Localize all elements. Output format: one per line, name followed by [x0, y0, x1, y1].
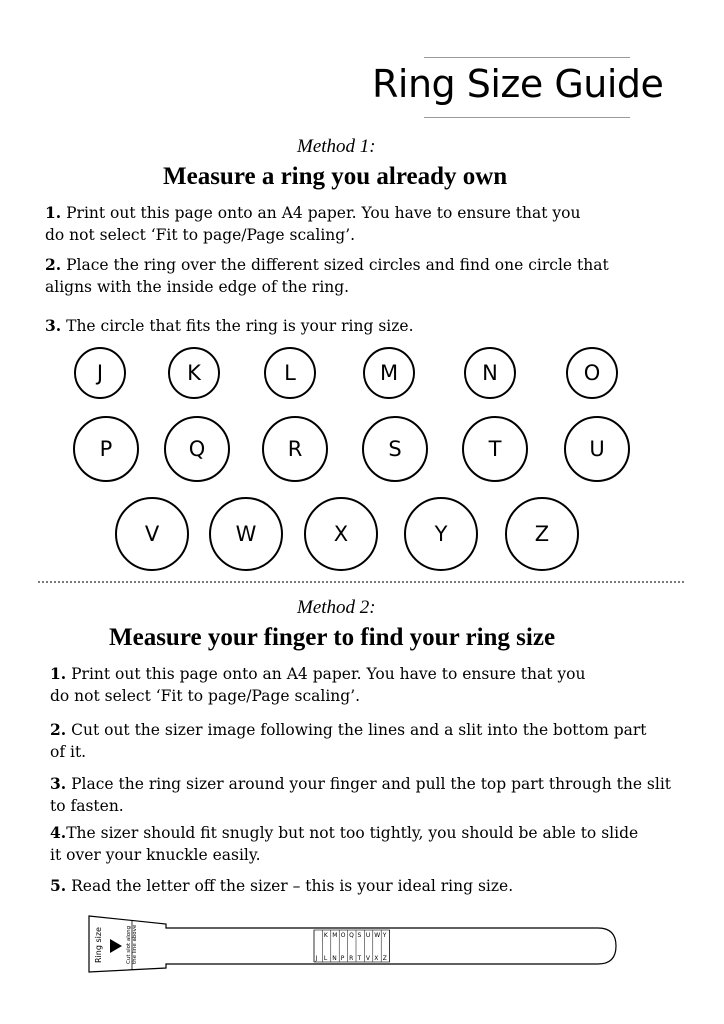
title-rule-bottom — [424, 117, 630, 118]
ring-circle: W — [209, 497, 283, 571]
ring-circle: Z — [505, 497, 579, 571]
sizer-bottom-letter: L — [323, 955, 328, 962]
sizer-bottom-letter: X — [374, 955, 379, 962]
cut-divider — [38, 581, 684, 583]
ring-circle: K — [168, 347, 220, 399]
sizer-outline — [89, 916, 616, 972]
step-text: The circle that fits the ring is your ring size. — [61, 317, 414, 335]
method1-step-3 — [45, 315, 645, 337]
sizer-top-letter: Y — [382, 932, 387, 939]
sizer-bottom-letter: R — [349, 955, 354, 962]
sizer-bottom-letter: V — [365, 955, 371, 962]
sizer-top-letter: K — [323, 932, 328, 939]
method2-heading: Measure your finger to find your ring size — [109, 624, 556, 651]
method2-label: Method 2: — [297, 597, 376, 618]
sizer-top-letter: M — [332, 932, 338, 939]
sizer-bottom-letter: T — [357, 955, 362, 962]
method1-heading: Measure a ring you already own — [163, 163, 508, 190]
sizer-top-letter: W — [374, 932, 381, 939]
ring-circle: S — [362, 416, 428, 482]
step-text: Place the ring sizer around your finger and pull the top part through the slit to fasten. — [50, 775, 672, 815]
sizer-bottom-letter: P — [340, 955, 345, 962]
ring-circle: N — [464, 347, 516, 399]
sizer-bottom-letter: J — [315, 955, 318, 962]
method2-step-2 — [50, 719, 650, 763]
step-text: Print out this page onto an A4 paper. You have to ensure that you do not select ‘Fit to page/Page scaling’. — [45, 204, 581, 244]
sizer-bottom-letter: Z — [382, 955, 387, 962]
ring-circle: P — [73, 416, 139, 482]
step-number: 2. — [45, 255, 62, 274]
step-number: 2. — [50, 720, 67, 739]
sizer-cut-note-2: the line above — [132, 924, 138, 964]
method1-label: Method 1: — [297, 136, 376, 157]
method2-step-3 — [50, 773, 680, 817]
ring-sizer-strip — [88, 912, 622, 974]
ring-circle: R — [262, 416, 328, 482]
step-text: The sizer should fit snugly but not too tightly, you should be able to slide it over your knuckle easily. — [50, 824, 639, 864]
sizer-top-letter: Q — [349, 932, 354, 939]
step-number: 1. — [50, 664, 67, 683]
ring-circle: O — [566, 347, 618, 399]
step-text: Place the ring over the different sized circles and find one circle that aligns with the inside edge of the ring. — [45, 256, 609, 296]
step-number: 1. — [45, 203, 62, 222]
page-title: Ring Size Guide — [372, 62, 664, 106]
sizer-label: Ring size — [94, 927, 103, 963]
title-rule-top — [424, 57, 630, 58]
step-number: 4. — [50, 823, 67, 842]
ring-circle: X — [304, 497, 378, 571]
step-number: 3. — [45, 316, 62, 335]
step-text: Print out this page onto an A4 paper. You have to ensure that you do not select ‘Fit to page/Page scaling’. — [50, 665, 586, 705]
ring-circle: T — [462, 416, 528, 482]
method1-step-1 — [45, 202, 585, 246]
ring-circle: Y — [404, 497, 478, 571]
step-number: 3. — [50, 774, 67, 793]
sizer-scale — [314, 930, 390, 962]
sizer-top-letter: U — [365, 932, 371, 939]
ring-circle: Q — [164, 416, 230, 482]
ring-circle: M — [363, 347, 415, 399]
method2-step-1 — [50, 663, 590, 707]
ring-circle: J — [74, 347, 126, 399]
ring-circle: U — [564, 416, 630, 482]
method1-step-2 — [45, 254, 645, 298]
ring-circle: L — [264, 347, 316, 399]
play-triangle-icon — [110, 939, 122, 953]
ring-circle: V — [115, 497, 189, 571]
method2-step-5 — [50, 875, 650, 897]
step-number: 5. — [50, 876, 67, 895]
sizer-top-letter: S — [357, 932, 362, 939]
sizer-cut-note-1: Cut slot along — [126, 925, 132, 964]
method2-step-4 — [50, 822, 650, 866]
step-text: Cut out the sizer image following the lines and a slit into the bottom part of it. — [50, 721, 647, 761]
step-text: Read the letter off the sizer – this is your ideal ring size. — [66, 877, 514, 895]
sizer-top-letter: O — [340, 932, 346, 939]
sizer-bottom-letter: N — [332, 955, 337, 962]
